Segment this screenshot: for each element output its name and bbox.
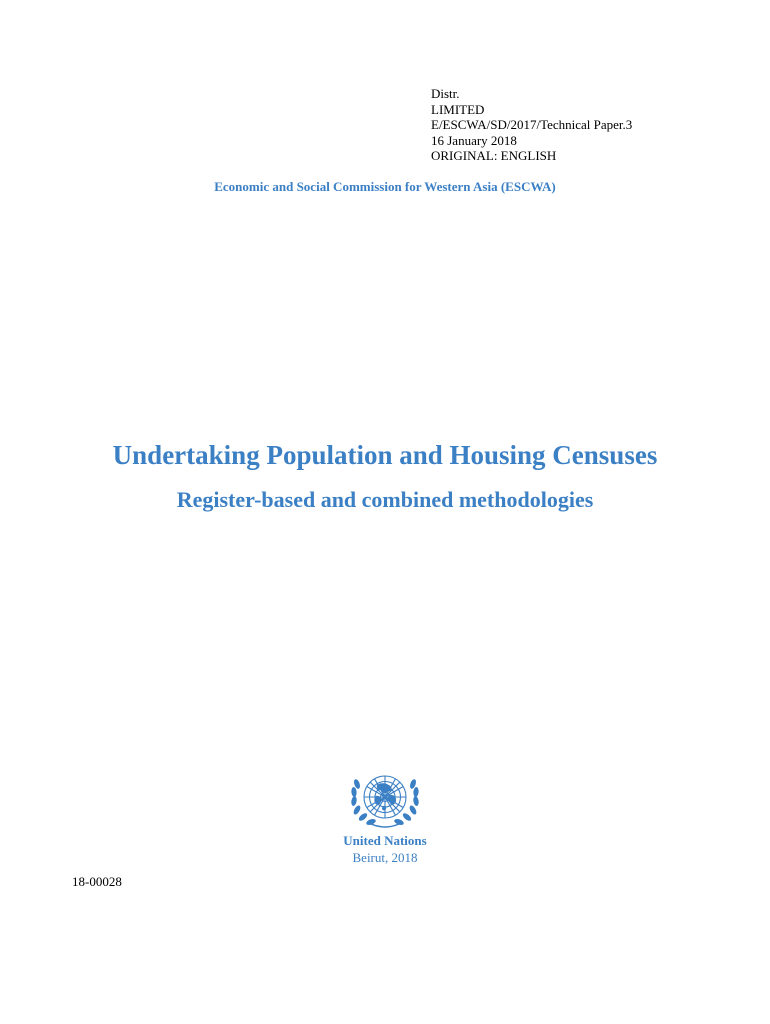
distr-label: Distr. (431, 86, 460, 101)
document-date: 16 January 2018 (431, 132, 517, 148)
commission-name: Economic and Social Commission for Western Asia (ESCWA) (214, 179, 556, 194)
original-language: ORIGINAL: ENGLISH (431, 148, 557, 163)
organization-name: United Nations (343, 833, 427, 848)
distribution-level: LIMITED (431, 101, 485, 117)
distribution-block (431, 86, 632, 164)
page-title: Undertaking Population and Housing Censuses (112, 440, 658, 470)
place-and-year: Beirut, 2018 (352, 850, 418, 865)
page-subtitle: Register-based and combined methodologies (176, 487, 594, 512)
document-symbol: E/ESCWA/SD/2017/Technical Paper.3 (431, 117, 633, 132)
un-emblem-icon (346, 768, 424, 830)
document-number: 18-00028 (72, 874, 122, 889)
